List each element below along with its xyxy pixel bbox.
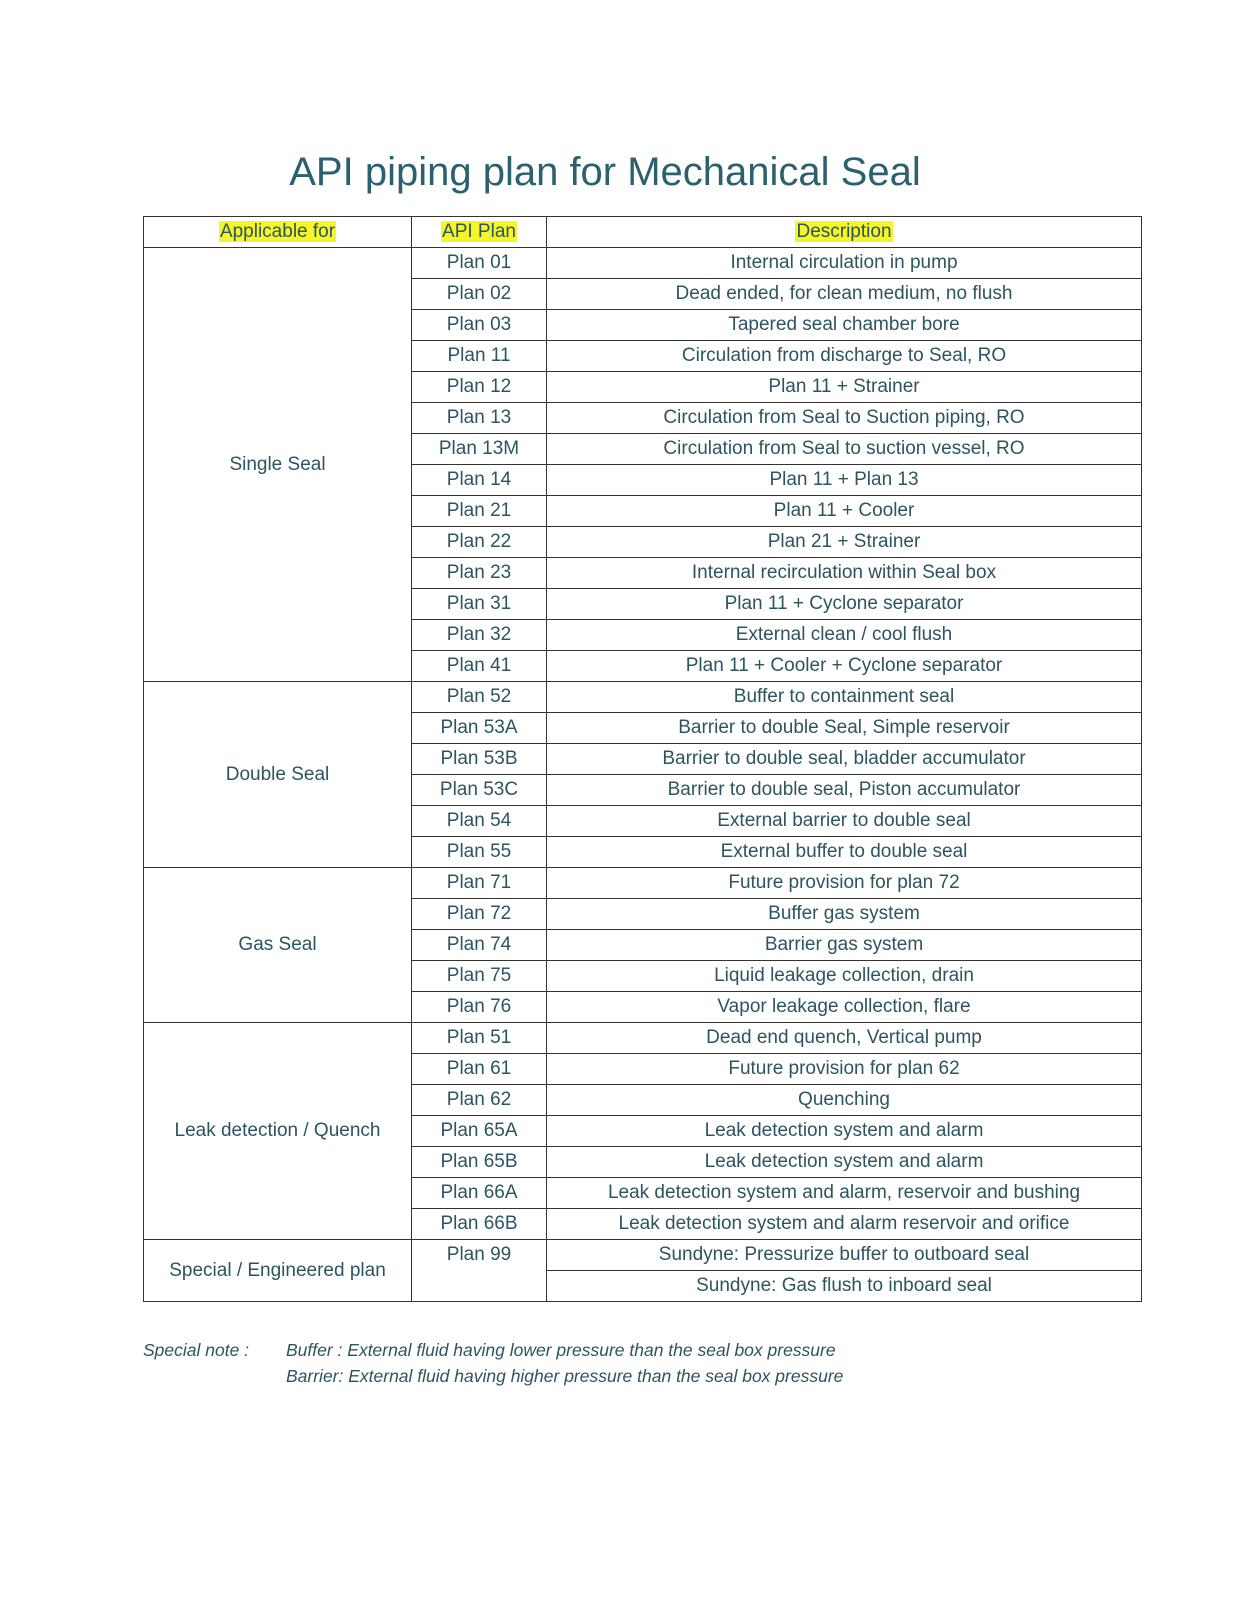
description-cell: Circulation from Seal to suction vessel, RO bbox=[547, 434, 1142, 465]
plan-cell: Plan 62 bbox=[412, 1085, 547, 1116]
description-cell: Buffer gas system bbox=[547, 899, 1142, 930]
group-cell: Leak detection / Quench bbox=[144, 1023, 412, 1240]
description-cell: Quenching bbox=[547, 1085, 1142, 1116]
description-cell: Liquid leakage collection, drain bbox=[547, 961, 1142, 992]
page-title-text: API piping plan for Mechanical Seal bbox=[289, 150, 921, 194]
plan-cell: Plan 54 bbox=[412, 806, 547, 837]
table-row bbox=[144, 1240, 1142, 1271]
plan-cell: Plan 71 bbox=[412, 868, 547, 899]
description-cell: External buffer to double seal bbox=[547, 837, 1142, 868]
plan-cell: Plan 14 bbox=[412, 465, 547, 496]
description-cell: Future provision for plan 72 bbox=[547, 868, 1142, 899]
plan-cell: Plan 31 bbox=[412, 589, 547, 620]
group-cell: Double Seal bbox=[144, 682, 412, 868]
plan-cell: Plan 41 bbox=[412, 651, 547, 682]
description-cell: Plan 11 + Cyclone separator bbox=[547, 589, 1142, 620]
plan-cell: Plan 03 bbox=[412, 310, 547, 341]
plan-cell: Plan 66A bbox=[412, 1178, 547, 1209]
plan-cell: Plan 13M bbox=[412, 434, 547, 465]
plan-cell: Plan 53C bbox=[412, 775, 547, 806]
description-cell: Circulation from discharge to Seal, RO bbox=[547, 341, 1142, 372]
plan-cell: Plan 53A bbox=[412, 713, 547, 744]
description-cell: Circulation from Seal to Suction piping, RO bbox=[547, 403, 1142, 434]
description-cell: Buffer to containment seal bbox=[547, 682, 1142, 713]
plan-cell: Plan 53B bbox=[412, 744, 547, 775]
page-title bbox=[0, 146, 1236, 198]
description-cell: Sundyne: Gas flush to inboard seal bbox=[547, 1271, 1142, 1302]
plan-cell: Plan 21 bbox=[412, 496, 547, 527]
description-cell: Plan 11 + Cooler bbox=[547, 496, 1142, 527]
description-cell: Vapor leakage collection, flare bbox=[547, 992, 1142, 1023]
description-cell: Leak detection system and alarm bbox=[547, 1147, 1142, 1178]
description-cell: Leak detection system and alarm bbox=[547, 1116, 1142, 1147]
table-body bbox=[144, 248, 1142, 1302]
header-description bbox=[547, 217, 1142, 248]
special-note-label: Special note : bbox=[143, 1340, 250, 1360]
plan-cell: Plan 55 bbox=[412, 837, 547, 868]
plan-cell: Plan 66B bbox=[412, 1209, 547, 1240]
plan-cell: Plan 74 bbox=[412, 930, 547, 961]
header-api-plan bbox=[412, 217, 547, 248]
plan-cell: Plan 99 bbox=[412, 1240, 547, 1302]
header-applicable-for-label: Applicable for bbox=[219, 221, 336, 242]
group-cell: Special / Engineered plan bbox=[144, 1240, 412, 1302]
plan-cell: Plan 01 bbox=[412, 248, 547, 279]
plan-cell: Plan 12 bbox=[412, 372, 547, 403]
description-cell: Plan 11 + Cooler + Cyclone separator bbox=[547, 651, 1142, 682]
group-cell: Gas Seal bbox=[144, 868, 412, 1023]
description-cell: Leak detection system and alarm reservoir and orifice bbox=[547, 1209, 1142, 1240]
plan-cell: Plan 23 bbox=[412, 558, 547, 589]
description-cell: Barrier to double seal, bladder accumulator bbox=[547, 744, 1142, 775]
description-cell: External clean / cool flush bbox=[547, 620, 1142, 651]
plan-cell: Plan 72 bbox=[412, 899, 547, 930]
table-row bbox=[144, 248, 1142, 279]
description-cell: Internal recirculation within Seal box bbox=[547, 558, 1142, 589]
table-row bbox=[144, 1023, 1142, 1054]
plan-cell: Plan 02 bbox=[412, 279, 547, 310]
description-cell: Plan 11 + Plan 13 bbox=[547, 465, 1142, 496]
plan-cell: Plan 13 bbox=[412, 403, 547, 434]
description-cell: External barrier to double seal bbox=[547, 806, 1142, 837]
special-note-buffer: Buffer : External fluid having lower pressure than the seal box pressure bbox=[286, 1340, 836, 1360]
header-api-plan-label: API Plan bbox=[442, 221, 516, 242]
plan-cell: Plan 51 bbox=[412, 1023, 547, 1054]
description-cell: Barrier to double Seal, Simple reservoir bbox=[547, 713, 1142, 744]
description-cell: Future provision for plan 62 bbox=[547, 1054, 1142, 1085]
api-plan-table bbox=[143, 216, 1142, 1302]
plan-cell: Plan 75 bbox=[412, 961, 547, 992]
description-cell: Internal circulation in pump bbox=[547, 248, 1142, 279]
plan-cell: Plan 52 bbox=[412, 682, 547, 713]
description-cell: Tapered seal chamber bore bbox=[547, 310, 1142, 341]
plan-cell: Plan 65B bbox=[412, 1147, 547, 1178]
plan-cell: Plan 22 bbox=[412, 527, 547, 558]
description-cell: Plan 21 + Strainer bbox=[547, 527, 1142, 558]
special-note-barrier: Barrier: External fluid having higher pressure than the seal box pressure bbox=[286, 1366, 844, 1386]
description-cell: Plan 11 + Strainer bbox=[547, 372, 1142, 403]
description-cell: Barrier gas system bbox=[547, 930, 1142, 961]
description-cell: Dead end quench, Vertical pump bbox=[547, 1023, 1142, 1054]
plan-cell: Plan 61 bbox=[412, 1054, 547, 1085]
header-applicable-for bbox=[144, 217, 412, 248]
description-cell: Sundyne: Pressurize buffer to outboard seal bbox=[547, 1240, 1142, 1271]
table-row bbox=[144, 682, 1142, 713]
group-cell: Single Seal bbox=[144, 248, 412, 682]
description-cell: Dead ended, for clean medium, no flush bbox=[547, 279, 1142, 310]
plan-cell: Plan 32 bbox=[412, 620, 547, 651]
table-header-row bbox=[144, 217, 1142, 248]
plan-cell: Plan 65A bbox=[412, 1116, 547, 1147]
plan-cell: Plan 76 bbox=[412, 992, 547, 1023]
header-description-label: Description bbox=[796, 221, 892, 242]
description-cell: Barrier to double seal, Piston accumulator bbox=[547, 775, 1142, 806]
table-row bbox=[144, 868, 1142, 899]
plan-cell: Plan 11 bbox=[412, 341, 547, 372]
description-cell: Leak detection system and alarm, reservoir and bushing bbox=[547, 1178, 1142, 1209]
